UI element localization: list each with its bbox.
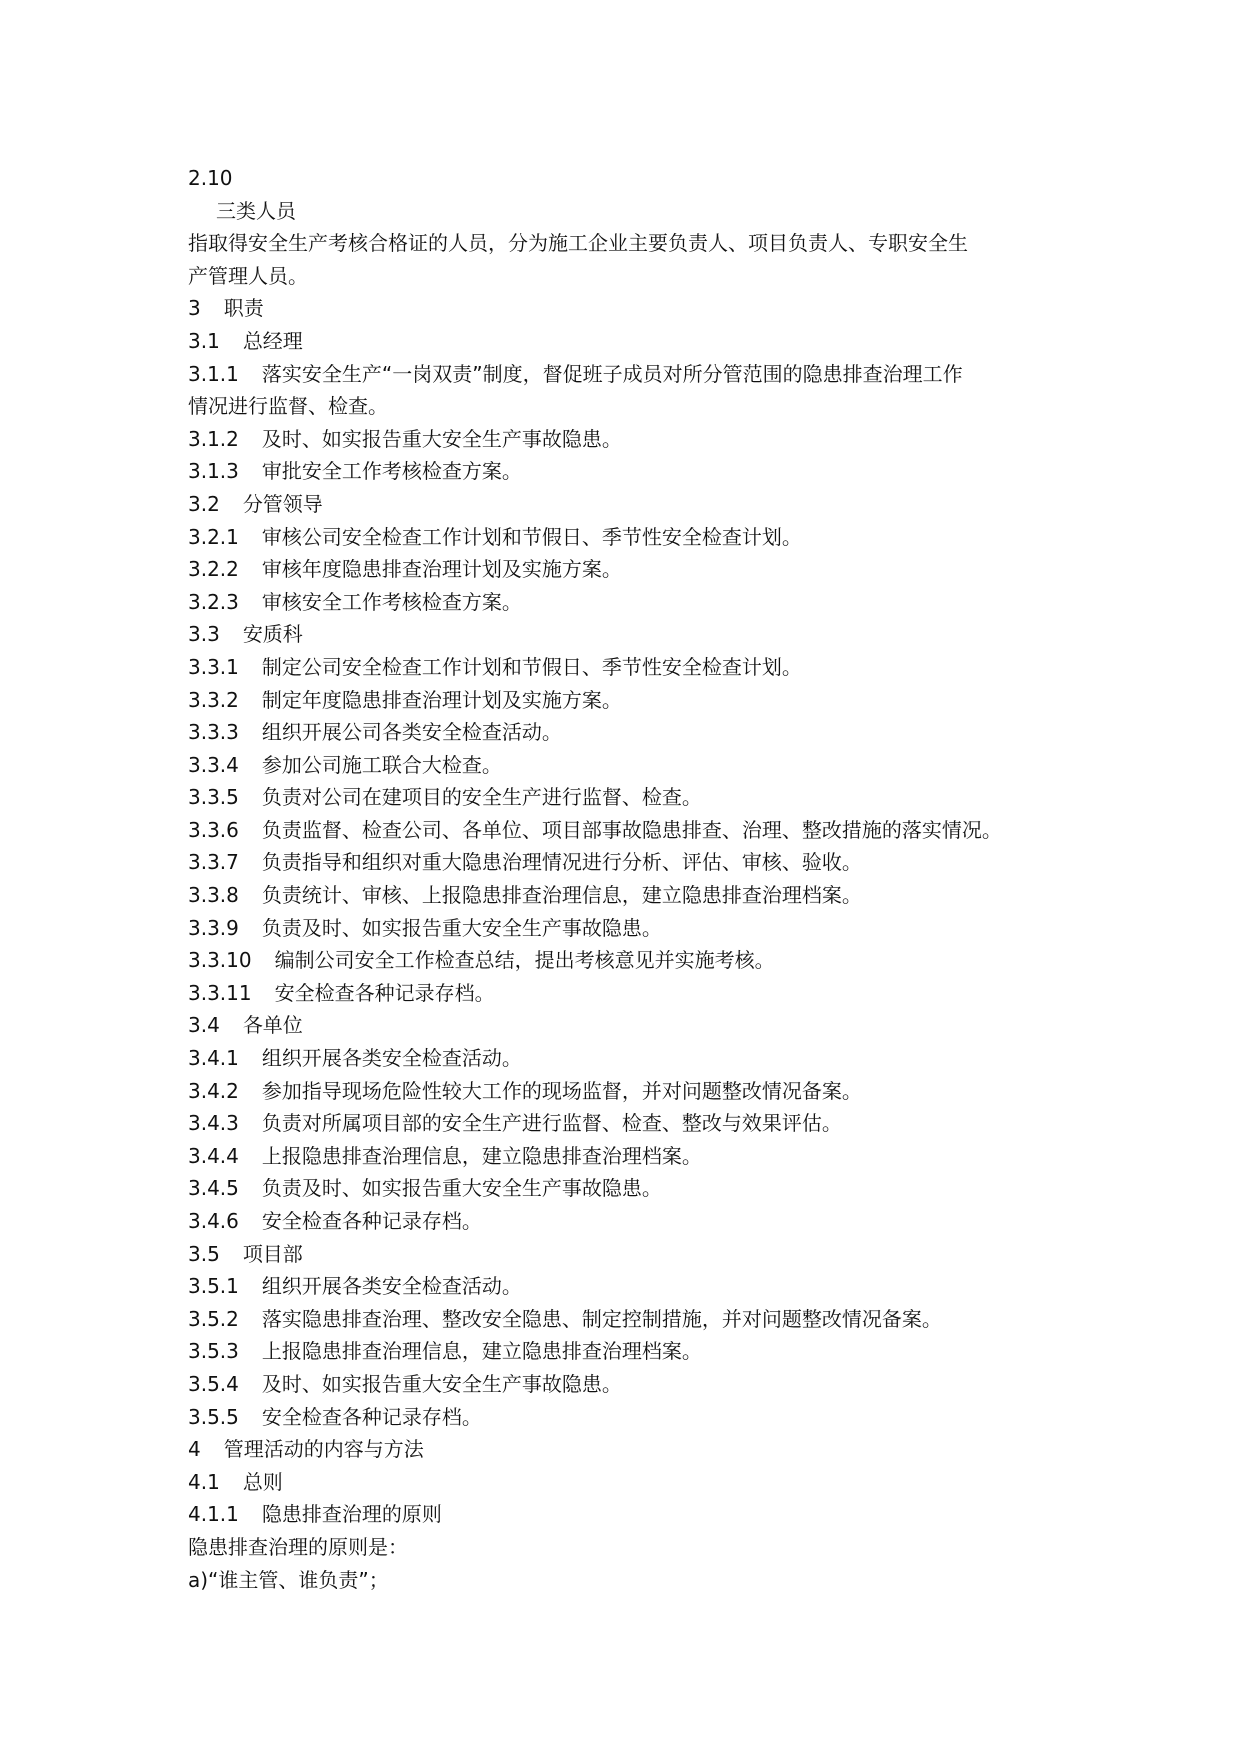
section-number: 3.3.5: [188, 785, 239, 810]
section-number: 3.5.1: [188, 1274, 239, 1299]
section-number: 4.1: [188, 1469, 220, 1494]
text-line: [188, 1531, 1100, 1564]
section-line: [188, 944, 1100, 977]
paragraph-text: a)“谁主管、谁负责”；: [188, 1567, 389, 1592]
section-line: [188, 292, 1100, 325]
text-line: [188, 227, 1100, 260]
section-line: [188, 1009, 1100, 1042]
section-line: [188, 1368, 1100, 1401]
section-number: 3.3.11: [188, 980, 252, 1005]
section-text: 及时、如实报告重大安全生产事故隐患。: [261, 426, 622, 451]
section-line: [188, 1466, 1100, 1499]
section-line: [188, 488, 1100, 521]
section-text: 审核公司安全检查工作计划和节假日、季节性安全检查计划。: [261, 524, 802, 549]
section-line: [188, 1042, 1100, 1075]
section-line: [188, 684, 1100, 717]
section-text: 总经理: [242, 328, 303, 353]
section-number: 3.3.1: [188, 654, 239, 679]
section-number: 3.1.2: [188, 426, 239, 451]
section-number: 3.5: [188, 1241, 220, 1266]
section-text: 隐患排查治理的原则: [261, 1502, 442, 1527]
section-line: [188, 1075, 1100, 1108]
section-text: 负责监督、检查公司、各单位、项目部事故隐患排查、治理、整改措施的落实情况。: [261, 817, 1002, 842]
section-line: [188, 846, 1100, 879]
section-text: 各单位: [242, 1013, 303, 1038]
section-number: 4: [188, 1437, 201, 1462]
paragraph-text: 产管理人员。: [188, 263, 308, 288]
section-text: 职责: [223, 296, 264, 321]
section-number: 3.3: [188, 622, 220, 647]
section-text: 上报隐患排查治理信息，建立隐患排查治理档案。: [261, 1339, 702, 1364]
section-number: 3.3.7: [188, 850, 239, 875]
section-number: 3.3.3: [188, 720, 239, 745]
text-line: [188, 260, 1100, 293]
section-line: [188, 162, 1100, 195]
section-text: 项目部: [242, 1241, 303, 1266]
section-number: 3.2: [188, 491, 220, 516]
section-text: 负责指导和组织对重大隐患治理情况进行分析、评估、审核、验收。: [261, 850, 862, 875]
section-number: 3.5.3: [188, 1339, 239, 1364]
section-number: 3.5.2: [188, 1306, 239, 1331]
section-text: 审批安全工作考核检查方案。: [261, 459, 522, 484]
section-line: [188, 1140, 1100, 1173]
section-number: 3.3.2: [188, 687, 239, 712]
section-text: 制定年度隐患排查治理计划及实施方案。: [261, 687, 622, 712]
section-number: 3.1: [188, 328, 220, 353]
section-text: 分管领导: [242, 491, 323, 516]
section-text: 负责及时、如实报告重大安全生产事故隐患。: [261, 1176, 662, 1201]
section-number: 3.2.3: [188, 589, 239, 614]
section-line: [188, 521, 1100, 554]
section-number: 3.3.6: [188, 817, 239, 842]
section-line: [188, 814, 1100, 847]
section-text: 负责统计、审核、上报隐患排查治理信息，建立隐患排查治理档案。: [261, 883, 862, 908]
section-number: 3.4.3: [188, 1111, 239, 1136]
section-number: 3.4.5: [188, 1176, 239, 1201]
section-text: 落实安全生产“一岗双责”制度，督促班子成员对所分管范围的隐患排查治理工作: [261, 361, 963, 386]
section-line: [188, 1205, 1100, 1238]
section-text: 组织开展各类安全检查活动。: [261, 1274, 522, 1299]
section-line: [188, 1107, 1100, 1140]
section-line: [188, 977, 1100, 1010]
section-text: 组织开展各类安全检查活动。: [261, 1046, 522, 1071]
section-line: [188, 358, 1100, 391]
section-number: 3.4.6: [188, 1209, 239, 1233]
section-text: 安全检查各种记录存档。: [261, 1404, 482, 1429]
section-number: 3.4: [188, 1013, 220, 1038]
section-number: 3.5.4: [188, 1371, 239, 1396]
section-line: [188, 879, 1100, 912]
section-line: [188, 618, 1100, 651]
paragraph-text: 隐患排查治理的原则是：: [188, 1534, 408, 1559]
section-line: [188, 1433, 1100, 1466]
text-line: [188, 390, 1100, 423]
section-number: 3.4.4: [188, 1143, 239, 1168]
section-number: 3.4.2: [188, 1078, 239, 1103]
section-line: [188, 912, 1100, 945]
section-number: 3.4.1: [188, 1046, 239, 1071]
section-text: 参加公司施工联合大检查。: [261, 752, 502, 777]
section-text: 审核安全工作考核检查方案。: [261, 589, 522, 614]
section-line: [188, 325, 1100, 358]
section-line: [188, 781, 1100, 814]
section-text: 安全检查各种记录存档。: [261, 1209, 482, 1233]
section-text: 上报隐患排查治理信息，建立隐患排查治理档案。: [261, 1143, 702, 1168]
section-line: [188, 586, 1100, 619]
section-line: [188, 1498, 1100, 1531]
section-text: 总则: [242, 1469, 283, 1494]
section-text: 审核年度隐患排查治理计划及实施方案。: [261, 557, 622, 582]
document-body: [188, 162, 1100, 1596]
section-line: [188, 651, 1100, 684]
text-line: [188, 195, 1100, 228]
section-line: [188, 455, 1100, 488]
section-line: [188, 1238, 1100, 1271]
section-line: [188, 749, 1100, 782]
section-text: 制定公司安全检查工作计划和节假日、季节性安全检查计划。: [261, 654, 802, 679]
paragraph-text: 指取得安全生产考核合格证的人员，分为施工企业主要负责人、项目负责人、专职安全生: [188, 231, 968, 256]
section-number: 2.10: [188, 166, 233, 190]
section-line: [188, 1401, 1100, 1434]
section-text: 编制公司安全工作检查总结，提出考核意见并实施考核。: [274, 948, 775, 973]
section-text: 负责对公司在建项目的安全生产进行监督、检查。: [261, 785, 702, 810]
section-number: 3.2.2: [188, 557, 239, 582]
text-line: [188, 1564, 1100, 1597]
section-line: [188, 423, 1100, 456]
section-number: 3.5.5: [188, 1404, 239, 1429]
section-number: 3.3.9: [188, 915, 239, 940]
section-line: [188, 1270, 1100, 1303]
paragraph-text: 情况进行监督、检查。: [188, 394, 388, 419]
section-number: 3.3.8: [188, 883, 239, 908]
section-text: 负责及时、如实报告重大安全生产事故隐患。: [261, 915, 662, 940]
section-text: 管理活动的内容与方法: [223, 1437, 424, 1462]
section-number: 3.2.1: [188, 524, 239, 549]
section-line: [188, 1335, 1100, 1368]
section-text: 负责对所属项目部的安全生产进行监督、检查、整改与效果评估。: [261, 1111, 842, 1136]
section-number: 3.1.3: [188, 459, 239, 484]
section-number: 4.1.1: [188, 1502, 239, 1527]
paragraph-text: 三类人员: [216, 198, 296, 223]
section-text: 组织开展公司各类安全检查活动。: [261, 720, 562, 745]
section-text: 参加指导现场危险性较大工作的现场监督，并对问题整改情况备案。: [261, 1078, 862, 1103]
section-line: [188, 1303, 1100, 1336]
section-text: 及时、如实报告重大安全生产事故隐患。: [261, 1371, 622, 1396]
section-number: 3: [188, 296, 201, 321]
section-line: [188, 553, 1100, 586]
section-line: [188, 716, 1100, 749]
section-text: 安全检查各种记录存档。: [274, 980, 495, 1005]
section-text: 落实隐患排查治理、整改安全隐患、制定控制措施，并对问题整改情况备案。: [261, 1306, 942, 1331]
section-text: 安质科: [242, 622, 303, 647]
section-number: 3.3.4: [188, 752, 239, 777]
section-line: [188, 1172, 1100, 1205]
section-number: 3.3.10: [188, 948, 252, 973]
section-number: 3.1.1: [188, 361, 239, 386]
